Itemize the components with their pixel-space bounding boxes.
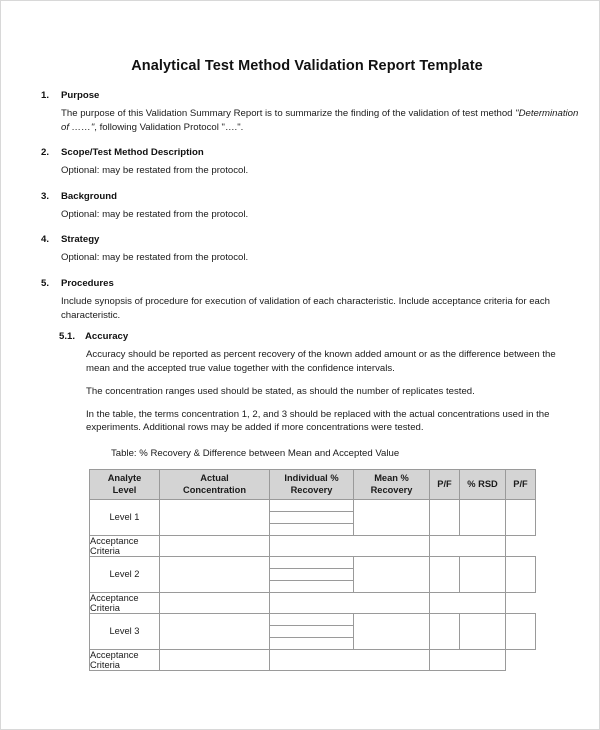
col-header-analyte-level	[90, 470, 160, 500]
section-heading-4	[1, 234, 599, 245]
section-label-3: Background	[61, 190, 117, 202]
mean-recovery-cell-3[interactable]	[354, 613, 430, 649]
acceptance-criteria-label-3: Acceptance Criteria	[90, 649, 160, 670]
acceptance-rsd-pf-cell-3[interactable]	[430, 649, 506, 670]
table-row	[90, 556, 536, 568]
rsd-cell-3[interactable]	[460, 613, 506, 649]
individual-recovery-cell[interactable]	[270, 556, 354, 568]
pf-cell-2a[interactable]	[430, 556, 460, 592]
purpose-text-italic: "Determination of ……"	[61, 108, 579, 133]
section-number-2: 2.	[41, 147, 50, 159]
section-body-5: Include synopsis of procedure for execution of validation of each characteristic. Include acceptance criteria for each characteristic.	[61, 295, 551, 321]
section-number-3: 3.	[41, 190, 50, 202]
section-body-2: Optional: may be restated from the protocol.	[61, 165, 249, 177]
spacer	[1, 134, 599, 147]
individual-recovery-cell[interactable]	[270, 613, 354, 625]
accuracy-paragraph-3: In the table, the terms concentration 1, 2, and 3 should be replaced with the actual concentrations used in the experiments. Additional rows may be added if more concentrations were tested.	[86, 408, 550, 434]
recovery-table-body	[90, 499, 536, 670]
actual-concentration-cell-2[interactable]	[160, 556, 270, 592]
individual-recovery-cell[interactable]	[270, 511, 354, 523]
level-label-1: Level 1	[90, 499, 160, 535]
section-purpose	[1, 90, 599, 134]
col-header-pf-1: P/F	[430, 470, 460, 500]
mean-recovery-cell-1[interactable]	[354, 499, 430, 535]
purpose-text-prefix: The purpose of this Validation Summary Report is to summarize the finding of the validation of test method	[61, 108, 516, 119]
section-label-4: Strategy	[61, 234, 100, 246]
pf-cell-2b[interactable]	[506, 556, 536, 592]
section-label-2: Scope/Test Method Description	[61, 147, 204, 159]
section-heading-2	[1, 147, 599, 158]
table-caption: Table: % Recovery & Difference between Mean and Accepted Value	[111, 448, 400, 460]
recovery-table	[89, 469, 536, 671]
subsection-heading	[1, 331, 599, 342]
acceptance-criteria-label-2: Acceptance Criteria	[90, 592, 160, 613]
individual-recovery-cell[interactable]	[270, 637, 354, 649]
pf-cell-3a[interactable]	[430, 613, 460, 649]
subsection-accuracy	[1, 331, 599, 435]
col-header-actual-concentration-line1: Actual	[200, 473, 229, 484]
spacer	[1, 178, 599, 191]
spacer	[1, 435, 599, 448]
spacer	[1, 74, 599, 90]
accuracy-paragraph-1: Accuracy should be reported as percent recovery of the known added amount or as the difference between the mean and the accepted true value together with the confidence intervals.	[86, 349, 556, 374]
acceptance-mean-pf-cell-3[interactable]	[270, 649, 430, 670]
col-header-analyte-level-line1: Analyte	[107, 473, 142, 484]
col-header-mean-recovery-line1: Mean %	[374, 473, 409, 484]
individual-recovery-cell[interactable]	[270, 499, 354, 511]
table-row-acceptance	[90, 649, 536, 670]
col-header-mean-recovery-line2: Recovery	[370, 484, 413, 495]
acceptance-individual-cell-3[interactable]	[160, 649, 270, 670]
actual-concentration-cell-3[interactable]	[160, 613, 270, 649]
section-heading-3	[1, 191, 599, 202]
section-label-1: Purpose	[61, 90, 100, 101]
individual-recovery-cell[interactable]	[270, 625, 354, 637]
section-number-5: 5.	[41, 277, 50, 289]
section-strategy	[1, 234, 599, 265]
mean-recovery-cell-2[interactable]	[354, 556, 430, 592]
subsection-number: 5.1.	[59, 331, 76, 343]
individual-recovery-cell[interactable]	[270, 568, 354, 580]
accuracy-paragraph-2: The concentration ranges used should be stated, as should the number of replicates tested.	[86, 385, 475, 397]
col-header-individual-recovery	[270, 470, 354, 500]
col-header-pf-2: P/F	[506, 470, 536, 500]
section-label-5: Procedures	[61, 277, 114, 289]
table-row	[90, 613, 536, 625]
purpose-text-suffix: , following Validation Protocol "….".	[94, 121, 244, 133]
col-header-rsd: % RSD	[460, 470, 506, 500]
pf-cell-1a[interactable]	[430, 499, 460, 535]
acceptance-individual-cell-1[interactable]	[160, 535, 270, 556]
section-background	[1, 191, 599, 222]
section-heading-5	[1, 278, 599, 289]
acceptance-rsd-pf-cell-2[interactable]	[430, 592, 506, 613]
rsd-cell-2[interactable]	[460, 556, 506, 592]
acceptance-mean-pf-cell-1[interactable]	[270, 535, 430, 556]
acceptance-mean-pf-cell-2[interactable]	[270, 592, 430, 613]
page-title: Analytical Test Method Validation Report Template	[131, 58, 483, 74]
col-header-individual-recovery-line2: Recovery	[290, 484, 333, 495]
pf-cell-1b[interactable]	[506, 499, 536, 535]
spacer	[1, 221, 599, 234]
spacer	[1, 399, 599, 408]
spacer	[1, 265, 599, 278]
acceptance-individual-cell-2[interactable]	[160, 592, 270, 613]
col-header-mean-recovery	[354, 470, 430, 500]
rsd-cell-1[interactable]	[460, 499, 506, 535]
acceptance-rsd-pf-cell-1[interactable]	[430, 535, 506, 556]
section-number-4: 4.	[41, 234, 50, 246]
level-label-3: Level 3	[90, 613, 160, 649]
section-body-4: Optional: may be restated from the protocol.	[61, 252, 249, 264]
pf-cell-3b[interactable]	[506, 613, 536, 649]
actual-concentration-cell-1[interactable]	[160, 499, 270, 535]
table-row	[90, 499, 536, 511]
section-body-1	[1, 107, 599, 134]
section-body-3: Optional: may be restated from the protocol.	[61, 208, 249, 220]
table-row-acceptance	[90, 535, 536, 556]
col-header-actual-concentration-line2: Concentration	[182, 484, 246, 495]
spacer	[1, 376, 599, 385]
level-label-2: Level 2	[90, 556, 160, 592]
acceptance-criteria-label-1: Acceptance Criteria	[90, 535, 160, 556]
col-header-individual-recovery-line1: Individual %	[284, 473, 339, 484]
individual-recovery-cell[interactable]	[270, 523, 354, 535]
recovery-table-head	[90, 470, 536, 500]
individual-recovery-cell[interactable]	[270, 580, 354, 592]
section-scope	[1, 147, 599, 178]
table-header-row	[90, 470, 536, 500]
section-procedures	[1, 278, 599, 322]
table-row-acceptance	[90, 592, 536, 613]
spacer	[1, 322, 599, 331]
section-heading-1	[1, 90, 599, 101]
subsection-label: Accuracy	[85, 331, 129, 343]
col-header-actual-concentration	[160, 470, 270, 500]
section-number-1: 1.	[41, 90, 50, 101]
col-header-analyte-level-line2: Level	[112, 484, 137, 495]
